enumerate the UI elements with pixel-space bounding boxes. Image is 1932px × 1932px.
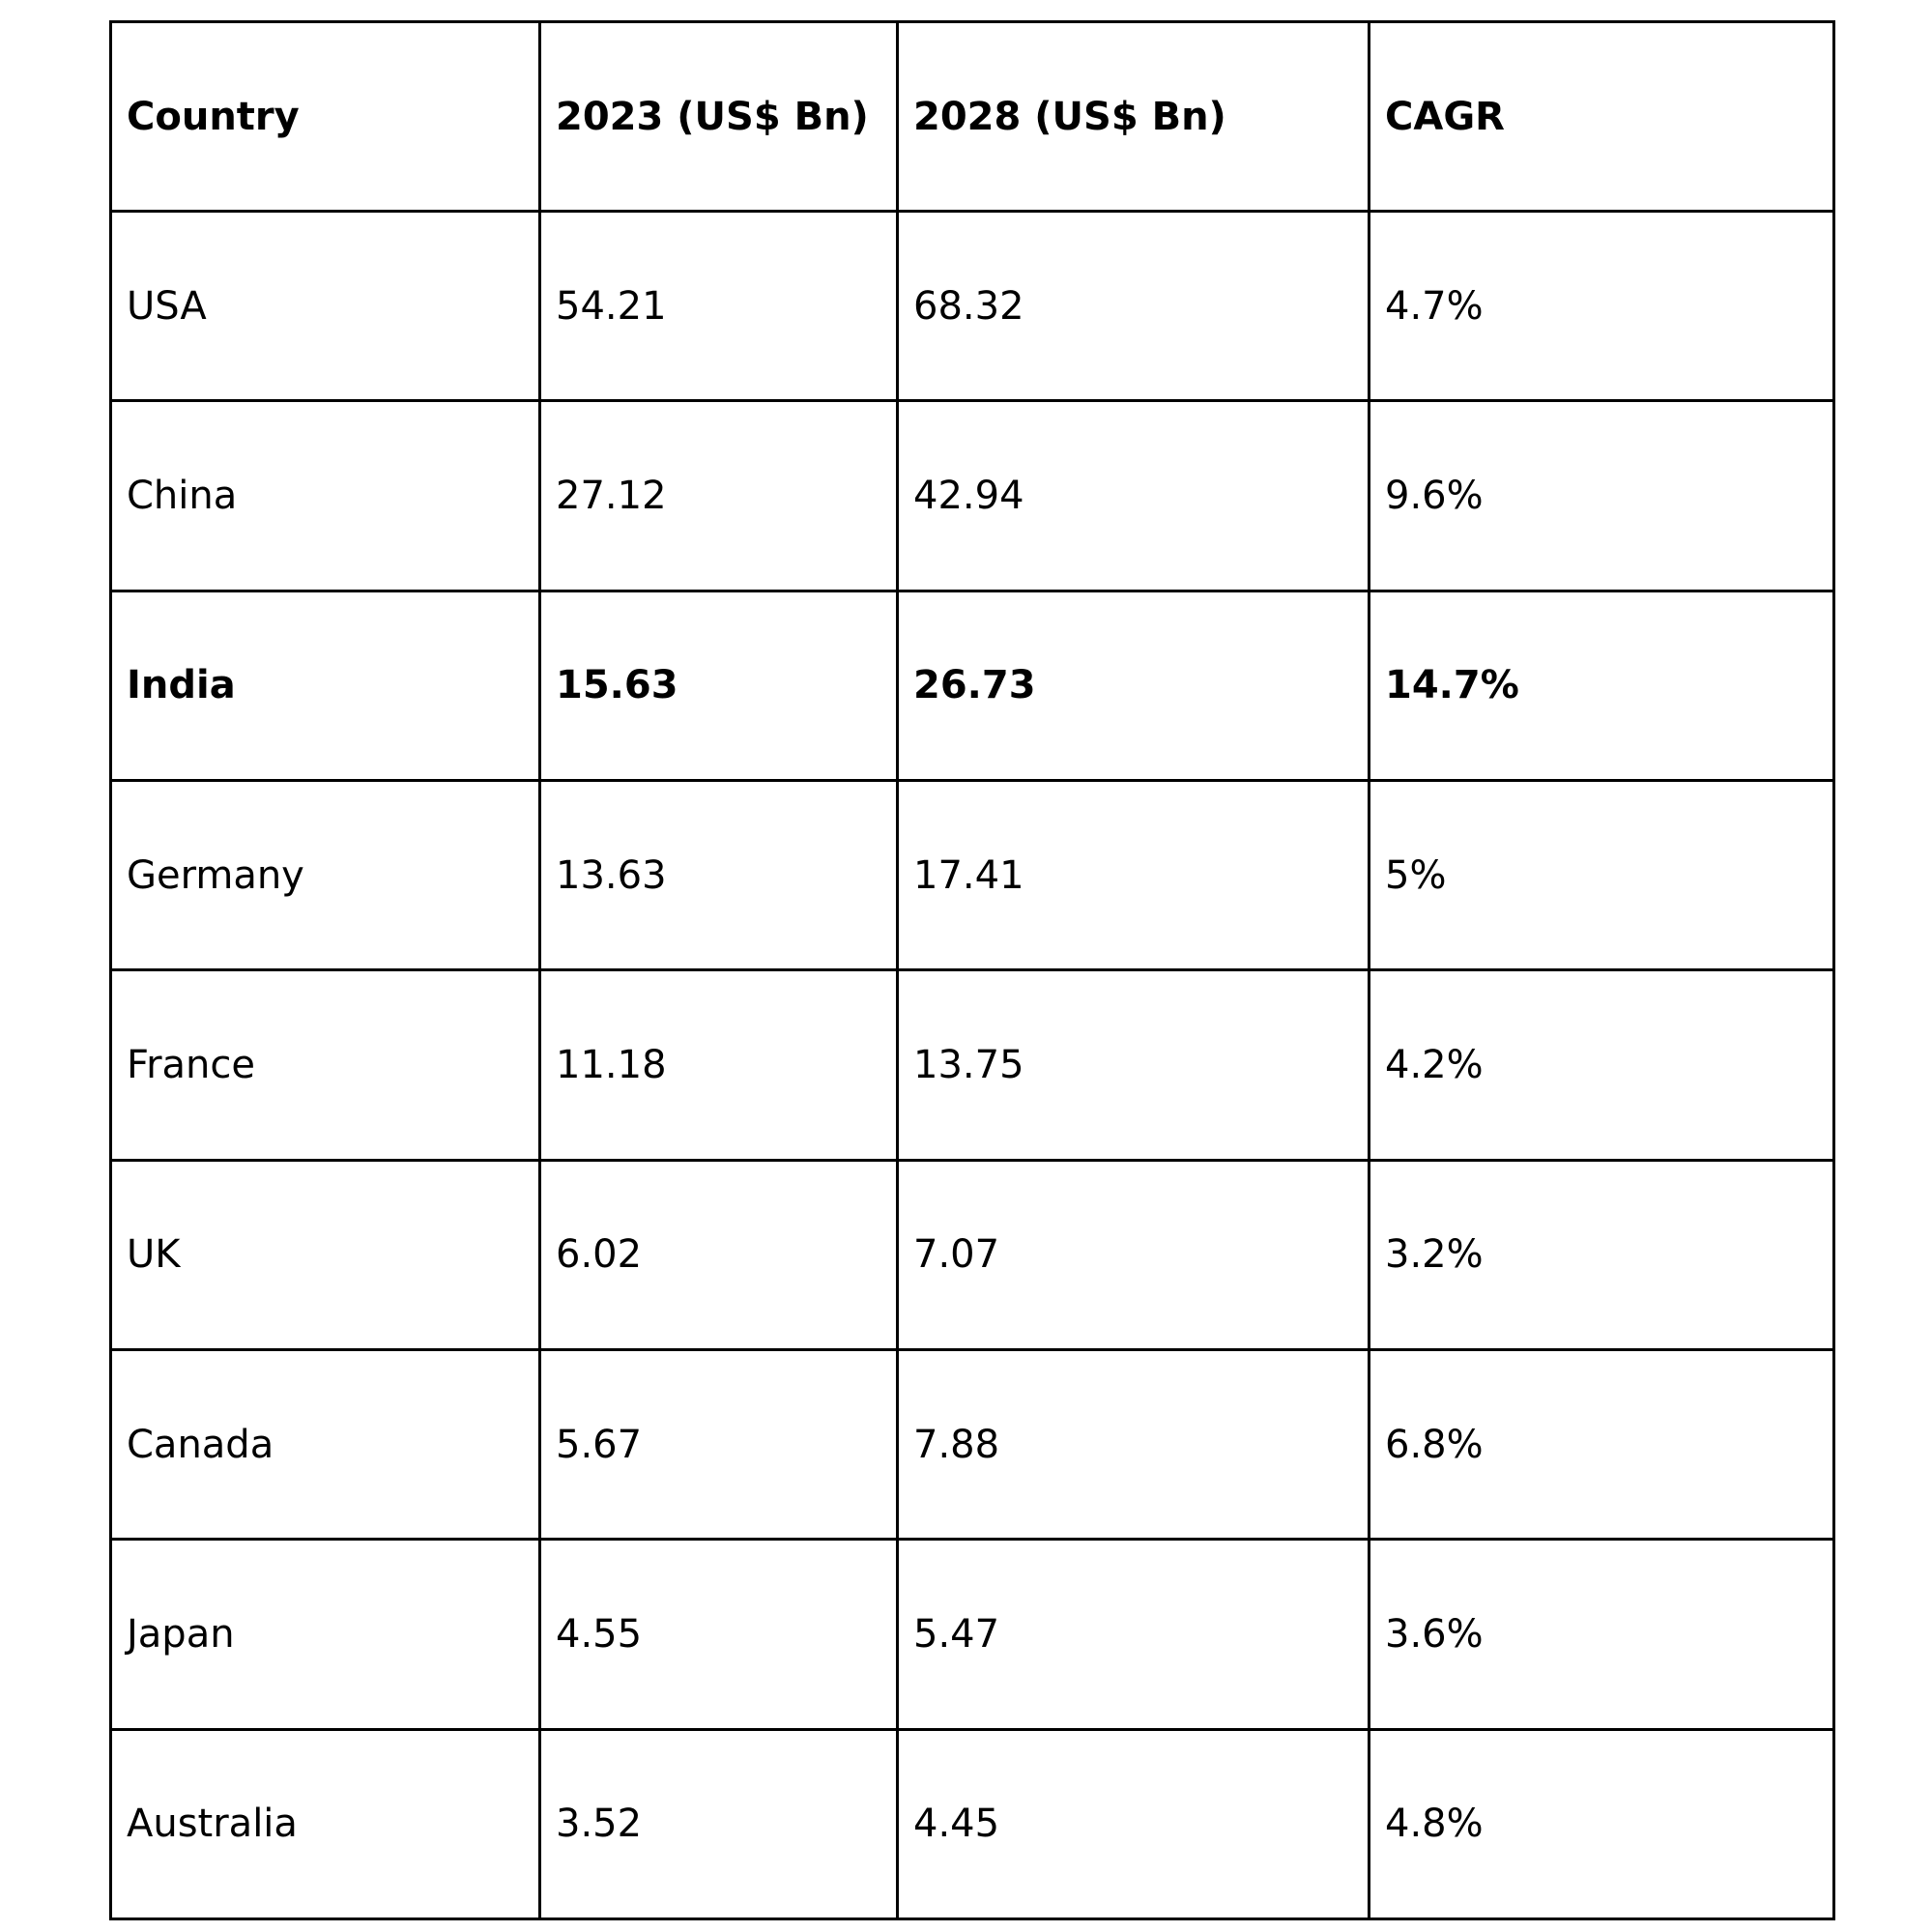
table-row — [111, 1349, 1834, 1539]
cell-2023: 4.55 — [540, 1540, 898, 1729]
cell-cagr: 14.7% — [1370, 591, 1834, 780]
table-row — [111, 1540, 1834, 1729]
header-2028: 2028 (US$ Bn) — [898, 22, 1370, 212]
cell-2028: 42.94 — [898, 401, 1370, 591]
cell-2028: 17.41 — [898, 780, 1370, 969]
header-cagr: CAGR — [1370, 22, 1834, 212]
cell-2023: 15.63 — [540, 591, 898, 780]
cell-country: China — [111, 401, 540, 591]
header-row — [111, 22, 1834, 212]
cell-2028: 5.47 — [898, 1540, 1370, 1729]
cell-2023: 54.21 — [540, 212, 898, 401]
cell-cagr: 9.6% — [1370, 401, 1834, 591]
cell-2028: 68.32 — [898, 212, 1370, 401]
cell-cagr: 4.8% — [1370, 1729, 1834, 1918]
cell-cagr: 6.8% — [1370, 1349, 1834, 1539]
cell-country: Australia — [111, 1729, 540, 1918]
cell-2028: 26.73 — [898, 591, 1370, 780]
cell-country: Japan — [111, 1540, 540, 1729]
header-country: Country — [111, 22, 540, 212]
market-size-table — [109, 20, 1835, 1920]
cell-2023: 11.18 — [540, 970, 898, 1160]
table-header — [111, 22, 1834, 212]
table-row-highlighted — [111, 591, 1834, 780]
cell-2023: 6.02 — [540, 1160, 898, 1349]
table-row — [111, 1160, 1834, 1349]
table-row — [111, 401, 1834, 591]
header-2023: 2023 (US$ Bn) — [540, 22, 898, 212]
cell-cagr: 5% — [1370, 780, 1834, 969]
cell-2028: 7.07 — [898, 1160, 1370, 1349]
cell-2028: 13.75 — [898, 970, 1370, 1160]
cell-cagr: 4.2% — [1370, 970, 1834, 1160]
table-row — [111, 970, 1834, 1160]
cell-cagr: 3.6% — [1370, 1540, 1834, 1729]
table-row — [111, 1729, 1834, 1918]
table-row — [111, 780, 1834, 969]
cell-2023: 3.52 — [540, 1729, 898, 1918]
cell-cagr: 4.7% — [1370, 212, 1834, 401]
cell-country: Canada — [111, 1349, 540, 1539]
cell-2023: 13.63 — [540, 780, 898, 969]
cell-cagr: 3.2% — [1370, 1160, 1834, 1349]
cell-2023: 27.12 — [540, 401, 898, 591]
cell-country: USA — [111, 212, 540, 401]
cell-2028: 7.88 — [898, 1349, 1370, 1539]
cell-country: UK — [111, 1160, 540, 1349]
table-body — [111, 212, 1834, 1919]
cell-2028: 4.45 — [898, 1729, 1370, 1918]
cell-country: Germany — [111, 780, 540, 969]
cell-2023: 5.67 — [540, 1349, 898, 1539]
cell-country: France — [111, 970, 540, 1160]
cell-country: India — [111, 591, 540, 780]
table-row — [111, 212, 1834, 401]
